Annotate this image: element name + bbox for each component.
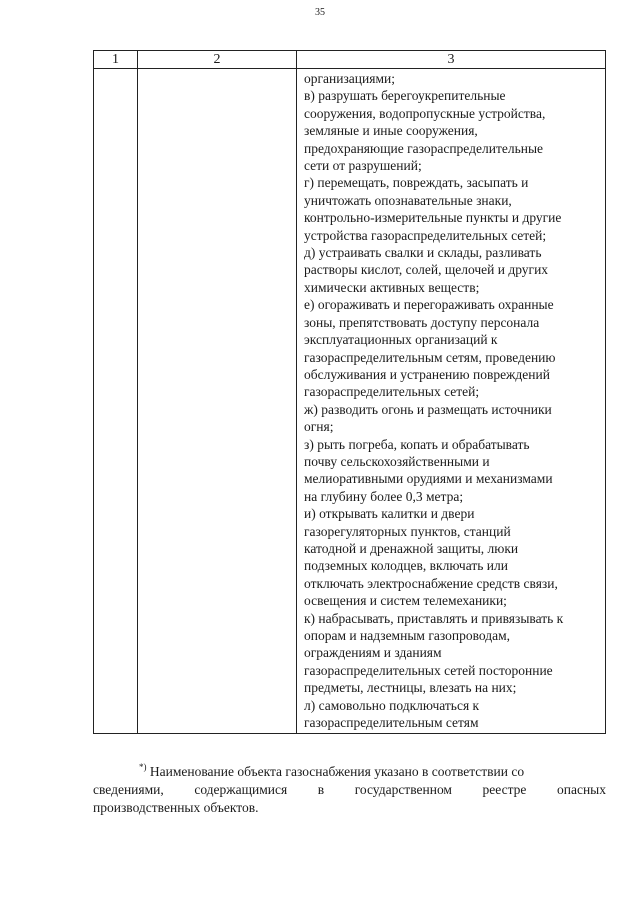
text-line: организациями; (304, 71, 395, 86)
footnote-line-1 (93, 758, 606, 781)
table-header-row (94, 51, 606, 69)
text-line: д) устраивать свалки и склады, разливать (304, 245, 542, 261)
text-line: на глубину более 0,3 метра; (304, 488, 464, 504)
text-line: катодной и дренажной защиты, люки (304, 540, 519, 556)
text-line: предметы, лестницы, влезать на них; (304, 680, 517, 696)
text-line: контрольно-измерительные пункты и другие (304, 210, 562, 226)
table-row (94, 69, 606, 734)
text-line: и) открывать калитки и двери (304, 506, 475, 522)
text-line: л) самовольно подключаться к (304, 697, 480, 713)
prohibitions-text (297, 69, 605, 731)
text-line: газораспределительных сетей посторонние (304, 662, 553, 678)
header-col-3: 3 (297, 51, 606, 69)
footnote-line-2 (93, 781, 606, 799)
text-line: к) набрасывать, приставлять и привязывать к (304, 610, 564, 626)
text-line: ж) разводить огонь и размещать источники (304, 401, 552, 417)
cell-col-2 (138, 69, 297, 734)
text-line: мелиоративными орудиями и механизмами (304, 471, 553, 487)
page-number: 35 (315, 7, 325, 18)
text-line: отключать электроснабжение средств связи, (304, 575, 558, 591)
text-line: обслуживания и устранению повреждений (304, 366, 550, 382)
text-line: земляные и иные сооружения, (304, 123, 478, 139)
text-line: освещения и систем телемеханики; (304, 593, 507, 609)
text-line: опорам и надземным газопроводам, (304, 628, 510, 643)
text-line: предохраняющие газораспределительные (304, 140, 544, 156)
footnote-word: содержащимися (194, 782, 288, 797)
text-line: газораспределительным сетям (304, 715, 479, 731)
text-line: газорегуляторных пунктов, станций (304, 523, 511, 539)
cell-col-1 (94, 69, 138, 734)
document-table (93, 50, 606, 734)
text-line: сооружения, водопропускные устройства, (304, 105, 546, 121)
text-line: растворы кислот, солей, щелочей и других (304, 262, 549, 278)
text-line: подземных колодцев, включать или (304, 558, 508, 574)
text-line: почву сельскохозяйственными и (304, 453, 490, 469)
footnote-word: реестре (482, 782, 527, 797)
footnote-word: в (317, 782, 325, 797)
text-line: в) разрушать берегоукрепительные (304, 88, 506, 104)
footnote-word: опасных (556, 782, 606, 797)
text-line: газораспределительным сетям, проведению (304, 349, 556, 365)
footnote-line-1-text: Наименование объекта газоснабжения указано в соответствии со (149, 764, 525, 779)
footnote (93, 758, 606, 817)
header-col-1: 1 (94, 51, 138, 69)
text-line: г) перемещать, повреждать, засыпать и (304, 175, 529, 191)
text-line: газораспределительных сетей; (304, 384, 480, 400)
text-line: сети от разрушений; (304, 158, 422, 174)
text-line: огня; (304, 419, 334, 435)
footnote-word: сведениями, (93, 782, 164, 797)
text-line: е) огораживать и перегораживать охранные (304, 297, 554, 313)
text-line: устройства газораспределительных сетей; (304, 227, 547, 243)
footnote-line-3: производственных объектов. (93, 800, 259, 815)
text-line: уничтожать опознавательные знаки, (304, 192, 512, 208)
footnote-word: государственном (354, 782, 452, 797)
text-line: химически активных веществ; (304, 279, 480, 295)
text-line: зоны, препятствовать доступу персонала (304, 314, 540, 330)
cell-col-3 (297, 69, 606, 734)
text-line: з) рыть погреба, копать и обрабатывать (304, 436, 530, 452)
footnote-marker: *) (139, 762, 147, 772)
text-line: ограждениям и зданиям (304, 645, 442, 661)
text-line: эксплуатационных организаций к (304, 332, 498, 348)
header-col-2: 2 (138, 51, 297, 69)
